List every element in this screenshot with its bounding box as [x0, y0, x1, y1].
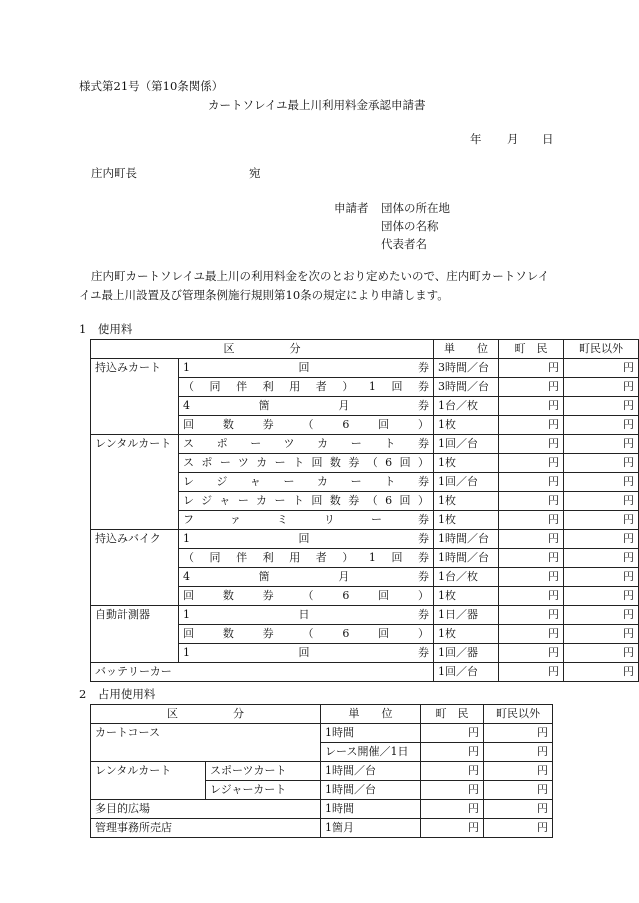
- resident-fee-cell: 円: [499, 530, 564, 549]
- unit-cell: 1箇月: [321, 819, 421, 838]
- section2-heading: 2 占用使用料: [79, 687, 156, 701]
- item-label: スポーツカート回数券（6回）: [179, 454, 434, 473]
- item-label: 回数券（6回）: [179, 625, 434, 644]
- occupancy-fee-table: [90, 704, 553, 838]
- resident-fee-cell: 円: [499, 644, 564, 663]
- unit-cell: 1回／台: [434, 435, 499, 454]
- unit-cell: 1時間: [321, 724, 421, 743]
- unit-cell: 1枚: [434, 511, 499, 530]
- resident-fee-cell: 円: [499, 663, 564, 682]
- document-title: カートソレイユ最上川利用料金承認申請書: [208, 98, 426, 112]
- unit-cell: 1日／器: [434, 606, 499, 625]
- resident-fee-cell: 円: [499, 454, 564, 473]
- resident-fee-cell: 円: [499, 435, 564, 454]
- unit-cell: 1時間: [321, 800, 421, 819]
- unit-cell: 1枚: [434, 625, 499, 644]
- group-label: 自動計測器: [91, 606, 179, 663]
- unit-cell: 1回／台: [434, 663, 499, 682]
- resident-fee-cell: 円: [499, 397, 564, 416]
- nonresident-fee-cell: 円: [564, 397, 639, 416]
- resident-fee-cell: 円: [499, 587, 564, 606]
- header-nonresident: 町民以外: [564, 340, 639, 359]
- nonresident-fee-cell: 円: [564, 511, 639, 530]
- table-row: [91, 663, 639, 682]
- group-label: 多目的広場: [91, 800, 321, 819]
- item-label: 4箇月券: [179, 568, 434, 587]
- unit-cell: 1台／枚: [434, 397, 499, 416]
- nonresident-fee-cell: 円: [484, 743, 553, 762]
- unit-cell: レース開催／1日: [321, 743, 421, 762]
- table-row: [91, 819, 553, 838]
- unit-cell: 1時間／台: [321, 781, 421, 800]
- item-label: レジャーカート回数券（6回）: [179, 492, 434, 511]
- unit-cell: 1回／器: [434, 644, 499, 663]
- item-label: 4箇月券: [179, 397, 434, 416]
- nonresident-fee-cell: 円: [484, 724, 553, 743]
- table-row: [91, 435, 639, 454]
- table-row: [91, 606, 639, 625]
- addressee: 庄内町長: [91, 166, 137, 180]
- resident-fee-cell: 円: [499, 511, 564, 530]
- group-label: カートコース: [91, 724, 321, 762]
- table-header-row: [91, 705, 553, 724]
- nonresident-fee-cell: 円: [564, 435, 639, 454]
- item-label: 1回券: [179, 644, 434, 663]
- usage-fee-table: [90, 339, 639, 682]
- nonresident-fee-cell: 円: [484, 781, 553, 800]
- nonresident-fee-cell: 円: [564, 378, 639, 397]
- applicant-label: 申請者: [334, 201, 369, 215]
- body-text-line-2: イユ最上川設置及び管理条例施行規則第10条の規定により申請します。: [79, 288, 449, 302]
- applicant-representative-label: 代表者名: [381, 237, 427, 251]
- resident-fee-cell: 円: [499, 378, 564, 397]
- resident-fee-cell: 円: [421, 743, 484, 762]
- group-label: 持込みカート: [91, 359, 179, 435]
- header-unit: 単 位: [434, 340, 499, 359]
- header-resident: 町 民: [421, 705, 484, 724]
- nonresident-fee-cell: 円: [564, 568, 639, 587]
- table-row: [91, 724, 553, 743]
- resident-fee-cell: 円: [421, 781, 484, 800]
- nonresident-fee-cell: 円: [564, 663, 639, 682]
- resident-fee-cell: 円: [499, 492, 564, 511]
- resident-fee-cell: 円: [499, 549, 564, 568]
- header-category: 区 分: [91, 340, 434, 359]
- group-label: バッテリーカー: [91, 663, 434, 682]
- nonresident-fee-cell: 円: [564, 530, 639, 549]
- applicant-name-label: 団体の名称: [381, 219, 439, 233]
- applicant-address-label: 団体の所在地: [381, 201, 450, 215]
- resident-fee-cell: 円: [499, 416, 564, 435]
- nonresident-fee-cell: 円: [564, 492, 639, 511]
- nonresident-fee-cell: 円: [564, 587, 639, 606]
- nonresident-fee-cell: 円: [484, 800, 553, 819]
- resident-fee-cell: 円: [499, 473, 564, 492]
- header-category: 区 分: [91, 705, 321, 724]
- nonresident-fee-cell: 円: [484, 762, 553, 781]
- unit-cell: 1枚: [434, 416, 499, 435]
- resident-fee-cell: 円: [499, 625, 564, 644]
- resident-fee-cell: 円: [421, 819, 484, 838]
- group-label: 管理事務所売店: [91, 819, 321, 838]
- item-label: 1日券: [179, 606, 434, 625]
- unit-cell: 1枚: [434, 454, 499, 473]
- item-label: スポーツカート: [206, 762, 321, 781]
- group-label: レンタルカート: [91, 435, 179, 530]
- table-row: [91, 530, 639, 549]
- item-label: （同伴利用者）1回券: [179, 378, 434, 397]
- table-row: [91, 359, 639, 378]
- nonresident-fee-cell: 円: [484, 819, 553, 838]
- unit-cell: 3時間／台: [434, 378, 499, 397]
- date-day-label: 日: [542, 132, 554, 146]
- nonresident-fee-cell: 円: [564, 549, 639, 568]
- date-month-label: 月: [507, 132, 519, 146]
- body-text-line-1: 庄内町カートソレイユ最上川の利用料金を次のとおり定めたいので、庄内町カートソレイ: [91, 269, 550, 283]
- resident-fee-cell: 円: [499, 568, 564, 587]
- resident-fee-cell: 円: [421, 800, 484, 819]
- unit-cell: 1枚: [434, 492, 499, 511]
- unit-cell: 1台／枚: [434, 568, 499, 587]
- addressee-suffix: 宛: [249, 166, 261, 180]
- nonresident-fee-cell: 円: [564, 625, 639, 644]
- resident-fee-cell: 円: [499, 359, 564, 378]
- table-row: [91, 762, 553, 781]
- item-label: レジャーカート: [206, 781, 321, 800]
- resident-fee-cell: 円: [421, 762, 484, 781]
- nonresident-fee-cell: 円: [564, 416, 639, 435]
- item-label: （同伴利用者）1回券: [179, 549, 434, 568]
- table-row: [91, 800, 553, 819]
- item-label: スポーツカート券: [179, 435, 434, 454]
- table-header-row: [91, 340, 639, 359]
- unit-cell: 1時間／台: [321, 762, 421, 781]
- nonresident-fee-cell: 円: [564, 606, 639, 625]
- unit-cell: 3時間／台: [434, 359, 499, 378]
- item-label: レジャーカート券: [179, 473, 434, 492]
- header-resident: 町 民: [499, 340, 564, 359]
- unit-cell: 1回／台: [434, 473, 499, 492]
- item-label: 回数券（6回）: [179, 587, 434, 606]
- header-nonresident: 町民以外: [484, 705, 553, 724]
- unit-cell: 1時間／台: [434, 549, 499, 568]
- nonresident-fee-cell: 円: [564, 644, 639, 663]
- item-label: 1回券: [179, 359, 434, 378]
- resident-fee-cell: 円: [499, 606, 564, 625]
- unit-cell: 1枚: [434, 587, 499, 606]
- section1-heading: 1 使用料: [79, 322, 133, 336]
- form-number: 様式第21号（第10条関係）: [79, 79, 224, 93]
- header-unit: 単 位: [321, 705, 421, 724]
- group-label: 持込みバイク: [91, 530, 179, 606]
- unit-cell: 1時間／台: [434, 530, 499, 549]
- nonresident-fee-cell: 円: [564, 473, 639, 492]
- nonresident-fee-cell: 円: [564, 454, 639, 473]
- resident-fee-cell: 円: [421, 724, 484, 743]
- item-label: 回数券（6回）: [179, 416, 434, 435]
- date-year-label: 年: [470, 132, 482, 146]
- item-label: ファミリー券: [179, 511, 434, 530]
- item-label: 1回券: [179, 530, 434, 549]
- group-label: レンタルカート: [91, 762, 206, 800]
- nonresident-fee-cell: 円: [564, 359, 639, 378]
